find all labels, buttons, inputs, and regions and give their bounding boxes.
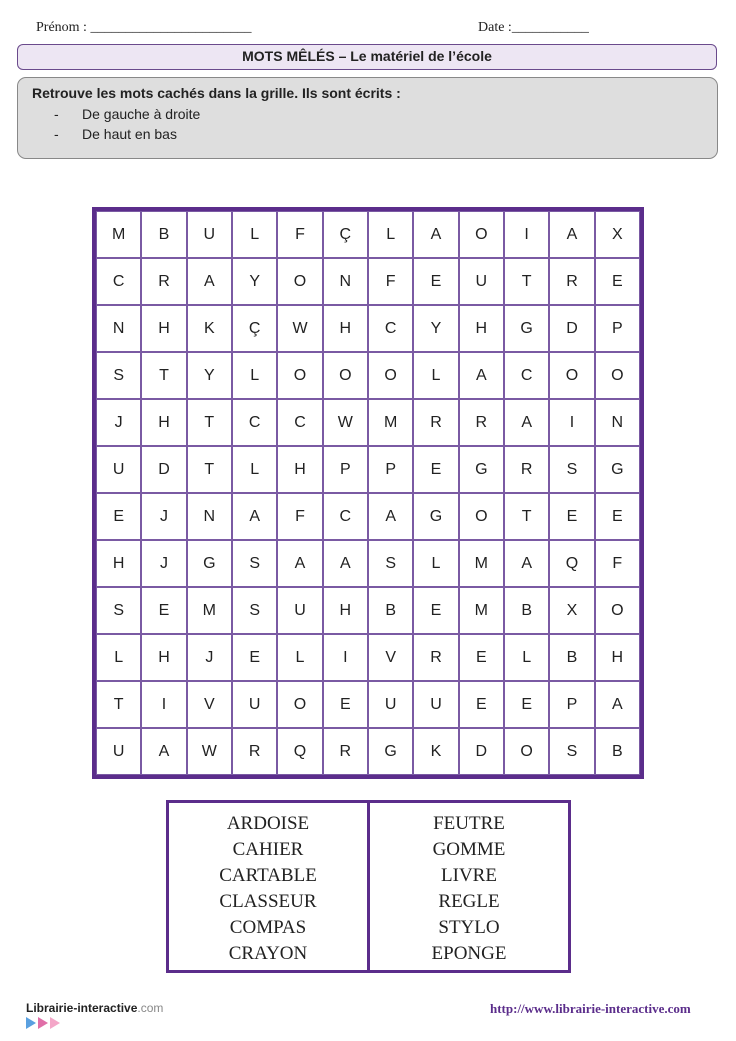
grid-cell[interactable]: P xyxy=(323,446,368,493)
grid-cell[interactable]: O xyxy=(459,211,504,258)
grid-cell[interactable]: A xyxy=(323,540,368,587)
grid-cell[interactable]: A xyxy=(459,352,504,399)
grid-cell[interactable]: L xyxy=(504,634,549,681)
grid-cell[interactable]: J xyxy=(141,540,186,587)
grid-cell[interactable]: F xyxy=(368,258,413,305)
grid-cell[interactable]: B xyxy=(368,587,413,634)
grid-cell[interactable]: A xyxy=(413,211,458,258)
grid-cell[interactable]: C xyxy=(277,399,322,446)
date-field: Date :___________ xyxy=(478,20,589,35)
grid-cell[interactable]: D xyxy=(549,305,594,352)
grid-cell[interactable]: W xyxy=(277,305,322,352)
grid-cell[interactable]: P xyxy=(368,446,413,493)
grid-cell[interactable]: H xyxy=(141,305,186,352)
grid-cell[interactable]: G xyxy=(595,446,640,493)
word-item: EPONGE xyxy=(431,943,507,964)
logo-arrows-icon xyxy=(26,1016,86,1030)
grid-cell[interactable]: O xyxy=(277,352,322,399)
grid-cell[interactable]: I xyxy=(504,211,549,258)
grid-cell[interactable]: O xyxy=(368,352,413,399)
grid-cell[interactable]: O xyxy=(459,493,504,540)
grid-cell[interactable]: F xyxy=(277,211,322,258)
word-list-left xyxy=(169,803,370,970)
word-item: ARDOISE xyxy=(226,813,310,834)
grid-cell[interactable]: U xyxy=(413,681,458,728)
grid-cell[interactable]: E xyxy=(413,587,458,634)
grid-cell[interactable]: E xyxy=(96,493,141,540)
grid-cell[interactable]: R xyxy=(323,728,368,775)
grid-cell[interactable]: K xyxy=(413,728,458,775)
instructions-title: Retrouve les mots cachés dans la grille. Ils sont écrits : xyxy=(32,85,401,101)
word-item: CARTABLE xyxy=(219,865,317,886)
grid-cell[interactable]: E xyxy=(459,681,504,728)
grid-cell[interactable]: H xyxy=(459,305,504,352)
grid-cell[interactable]: P xyxy=(595,305,640,352)
grid-cell[interactable]: F xyxy=(595,540,640,587)
word-list-right xyxy=(370,803,568,970)
grid-cell[interactable]: V xyxy=(187,681,232,728)
grid-cell[interactable]: A xyxy=(141,728,186,775)
grid-cell[interactable]: R xyxy=(413,634,458,681)
grid-cell[interactable]: S xyxy=(549,728,594,775)
grid-cell[interactable]: Ç xyxy=(323,211,368,258)
grid-cell[interactable]: U xyxy=(459,258,504,305)
grid-cell[interactable]: C xyxy=(368,305,413,352)
grid-cell[interactable]: H xyxy=(141,634,186,681)
word-item: CAHIER xyxy=(232,839,304,860)
grid-cell[interactable]: D xyxy=(459,728,504,775)
grid-cell[interactable]: J xyxy=(141,493,186,540)
grid-cell[interactable]: J xyxy=(187,634,232,681)
grid-cell[interactable]: A xyxy=(277,540,322,587)
grid-cell[interactable]: C xyxy=(504,352,549,399)
grid-cell[interactable]: L xyxy=(96,634,141,681)
grid-cell[interactable]: O xyxy=(549,352,594,399)
grid-cell[interactable]: R xyxy=(459,399,504,446)
grid-cell[interactable]: R xyxy=(413,399,458,446)
grid-cell[interactable]: X xyxy=(549,587,594,634)
grid-cell[interactable]: Q xyxy=(549,540,594,587)
grid-cell[interactable]: G xyxy=(413,493,458,540)
prenom-field: Prénom : _______________________ xyxy=(36,20,252,35)
grid-cell[interactable]: M xyxy=(187,587,232,634)
grid-cell[interactable]: R xyxy=(232,728,277,775)
grid-cell[interactable]: B xyxy=(549,634,594,681)
grid-cell[interactable]: H xyxy=(323,305,368,352)
grid-cell[interactable]: N xyxy=(187,493,232,540)
word-item: REGLE xyxy=(438,891,500,912)
word-item: FEUTRE xyxy=(433,813,505,834)
grid-cell[interactable]: I xyxy=(549,399,594,446)
grid-cell[interactable]: A xyxy=(595,681,640,728)
grid-cell[interactable]: N xyxy=(595,399,640,446)
grid-cell[interactable]: Ç xyxy=(232,305,277,352)
grid-cell[interactable]: O xyxy=(504,728,549,775)
grid-cell[interactable]: B xyxy=(595,728,640,775)
grid-cell[interactable]: A xyxy=(504,399,549,446)
grid-cell[interactable]: B xyxy=(141,211,186,258)
grid-cell[interactable]: U xyxy=(187,211,232,258)
grid-cell[interactable]: D xyxy=(141,446,186,493)
grid-cell[interactable]: U xyxy=(96,446,141,493)
grid-cell[interactable]: S xyxy=(368,540,413,587)
grid-cell[interactable]: C xyxy=(96,258,141,305)
grid-cell[interactable]: T xyxy=(504,258,549,305)
grid-cell[interactable]: H xyxy=(323,587,368,634)
grid-cell[interactable]: F xyxy=(277,493,322,540)
grid-cell[interactable]: T xyxy=(187,399,232,446)
grid-cell[interactable]: M xyxy=(459,587,504,634)
grid-cell[interactable]: E xyxy=(413,258,458,305)
grid-cell[interactable]: Y xyxy=(187,352,232,399)
grid-cell[interactable]: A xyxy=(549,211,594,258)
instruction-item: - De haut en bas xyxy=(54,126,177,142)
grid-cell[interactable]: S xyxy=(232,587,277,634)
grid-cell[interactable]: R xyxy=(141,258,186,305)
grid-cell[interactable]: L xyxy=(413,540,458,587)
grid-cell[interactable]: H xyxy=(595,634,640,681)
grid-cell[interactable]: L xyxy=(368,211,413,258)
word-list xyxy=(166,800,571,973)
word-item: STYLO xyxy=(438,917,500,938)
grid-cell[interactable]: L xyxy=(232,352,277,399)
grid-cell[interactable]: Y xyxy=(232,258,277,305)
grid-cell[interactable]: E xyxy=(549,493,594,540)
logo: Librairie-interactive.com xyxy=(26,1001,164,1015)
grid-cell[interactable]: O xyxy=(323,352,368,399)
grid-cell[interactable]: N xyxy=(96,305,141,352)
word-item: CRAYON xyxy=(228,943,308,964)
grid-cell[interactable]: U xyxy=(232,681,277,728)
grid-cell[interactable]: W xyxy=(187,728,232,775)
grid-cell[interactable]: R xyxy=(504,446,549,493)
grid-cell[interactable]: S xyxy=(549,446,594,493)
grid-cell[interactable]: A xyxy=(187,258,232,305)
grid-cell[interactable]: T xyxy=(96,681,141,728)
grid-cell[interactable]: J xyxy=(96,399,141,446)
grid-cell[interactable]: T xyxy=(187,446,232,493)
grid-cell[interactable]: K xyxy=(187,305,232,352)
grid-cell[interactable]: E xyxy=(141,587,186,634)
grid-cell[interactable]: S xyxy=(96,587,141,634)
grid-cell[interactable]: M xyxy=(368,399,413,446)
grid-cell[interactable]: G xyxy=(187,540,232,587)
grid-cell[interactable]: O xyxy=(595,587,640,634)
word-item: GOMME xyxy=(432,839,506,860)
grid-cell[interactable]: C xyxy=(232,399,277,446)
grid-cell[interactable]: W xyxy=(323,399,368,446)
grid-cell[interactable]: E xyxy=(595,258,640,305)
grid-cell[interactable]: E xyxy=(459,634,504,681)
grid-cell[interactable]: O xyxy=(277,681,322,728)
grid-cell[interactable]: E xyxy=(413,446,458,493)
grid-cell[interactable]: L xyxy=(277,634,322,681)
footer-url[interactable]: http://www.librairie-interactive.com xyxy=(490,1001,691,1016)
grid-cell[interactable]: G xyxy=(368,728,413,775)
grid-cell[interactable]: E xyxy=(595,493,640,540)
grid-cell[interactable]: L xyxy=(413,352,458,399)
grid-cell[interactable]: N xyxy=(323,258,368,305)
grid-cell[interactable]: I xyxy=(141,681,186,728)
grid-cell[interactable]: S xyxy=(96,352,141,399)
grid-cell[interactable]: T xyxy=(504,493,549,540)
grid-cell[interactable]: G xyxy=(504,305,549,352)
grid-cell[interactable]: E xyxy=(232,634,277,681)
grid-cell[interactable]: I xyxy=(323,634,368,681)
grid-cell[interactable]: E xyxy=(504,681,549,728)
page-title: MOTS MÊLÉS – Le matériel de l’école xyxy=(17,44,717,70)
grid-cell[interactable]: H xyxy=(141,399,186,446)
grid-cell[interactable]: G xyxy=(459,446,504,493)
grid-cell[interactable]: M xyxy=(459,540,504,587)
grid-cell[interactable]: P xyxy=(549,681,594,728)
grid-cell[interactable]: U xyxy=(368,681,413,728)
grid-cell[interactable]: A xyxy=(232,493,277,540)
grid-cell[interactable]: H xyxy=(96,540,141,587)
grid-cell[interactable]: O xyxy=(595,352,640,399)
grid-cell[interactable]: L xyxy=(232,446,277,493)
word-item: LIVRE xyxy=(441,865,497,886)
instruction-item: - De gauche à droite xyxy=(54,106,201,122)
instructions-box xyxy=(17,77,718,159)
grid-cell[interactable]: C xyxy=(323,493,368,540)
grid-cell[interactable]: T xyxy=(141,352,186,399)
grid-cell[interactable]: H xyxy=(277,446,322,493)
grid-cell[interactable]: A xyxy=(504,540,549,587)
grid-cell[interactable]: O xyxy=(277,258,322,305)
grid-cell[interactable]: M xyxy=(96,211,141,258)
grid-cell[interactable]: Y xyxy=(413,305,458,352)
word-item: COMPAS xyxy=(229,917,307,938)
grid-cell[interactable]: L xyxy=(232,211,277,258)
grid-cell[interactable]: Q xyxy=(277,728,322,775)
grid-cell[interactable]: V xyxy=(368,634,413,681)
grid-cell[interactable]: S xyxy=(232,540,277,587)
grid-cell[interactable]: X xyxy=(595,211,640,258)
grid-cell[interactable]: E xyxy=(323,681,368,728)
grid-cell[interactable]: U xyxy=(96,728,141,775)
grid-cell[interactable]: U xyxy=(277,587,322,634)
word-item: CLASSEUR xyxy=(219,891,317,912)
word-search-grid xyxy=(92,207,644,779)
grid-cell[interactable]: B xyxy=(504,587,549,634)
grid-cell[interactable]: R xyxy=(549,258,594,305)
grid-cell[interactable]: A xyxy=(368,493,413,540)
